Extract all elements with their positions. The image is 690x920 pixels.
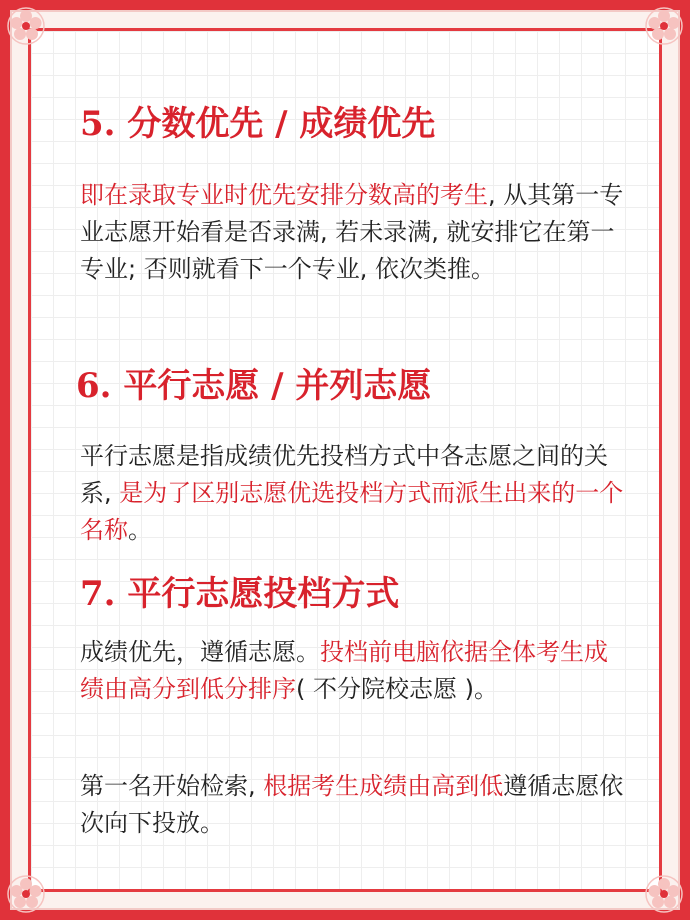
section-heading-6: 6. 平行志愿 / 并列志愿 xyxy=(76,366,432,406)
flower-icon xyxy=(6,874,46,914)
highlight-text: 是为了区别志愿优选投档方式而派生出来的一个名称 xyxy=(80,479,624,544)
section-heading-7: 7. 平行志愿投档方式 xyxy=(80,574,400,614)
body-text: 成绩优先，遵循志愿。 xyxy=(80,638,320,666)
body-text: , 从其第一专业志愿开始看是否录满, 若未录满, 就安排它在第一专业; 否则就看下一个专业, 依次类推。 xyxy=(80,181,624,283)
section-5-paragraph xyxy=(80,177,625,288)
body-text: 。 xyxy=(128,516,152,544)
body-text: 遵循志愿依次向下投放。 xyxy=(80,772,624,837)
flower-icon xyxy=(6,6,46,46)
body-text: ( 不分院校志愿 )。 xyxy=(296,675,498,703)
highlight-text: 投档前电脑依据全体考生成绩由高分到低分排序 xyxy=(80,638,608,703)
flower-icon xyxy=(644,6,684,46)
section-7-paragraph-2 xyxy=(80,768,625,842)
section-heading-5: 5. 分数优先 / 成绩优先 xyxy=(80,104,436,144)
body-text: 平行志愿是指成绩优先投档方式中各志愿之间的关系, xyxy=(80,442,608,507)
section-6-paragraph xyxy=(80,438,625,549)
body-text: 第一名开始检索, xyxy=(80,772,264,800)
section-7-paragraph-1 xyxy=(80,634,625,708)
highlight-text: 根据考生成绩由高到低 xyxy=(263,772,504,800)
flower-icon xyxy=(644,874,684,914)
highlight-text: 即在录取专业时优先安排分数高的考生 xyxy=(80,181,488,209)
